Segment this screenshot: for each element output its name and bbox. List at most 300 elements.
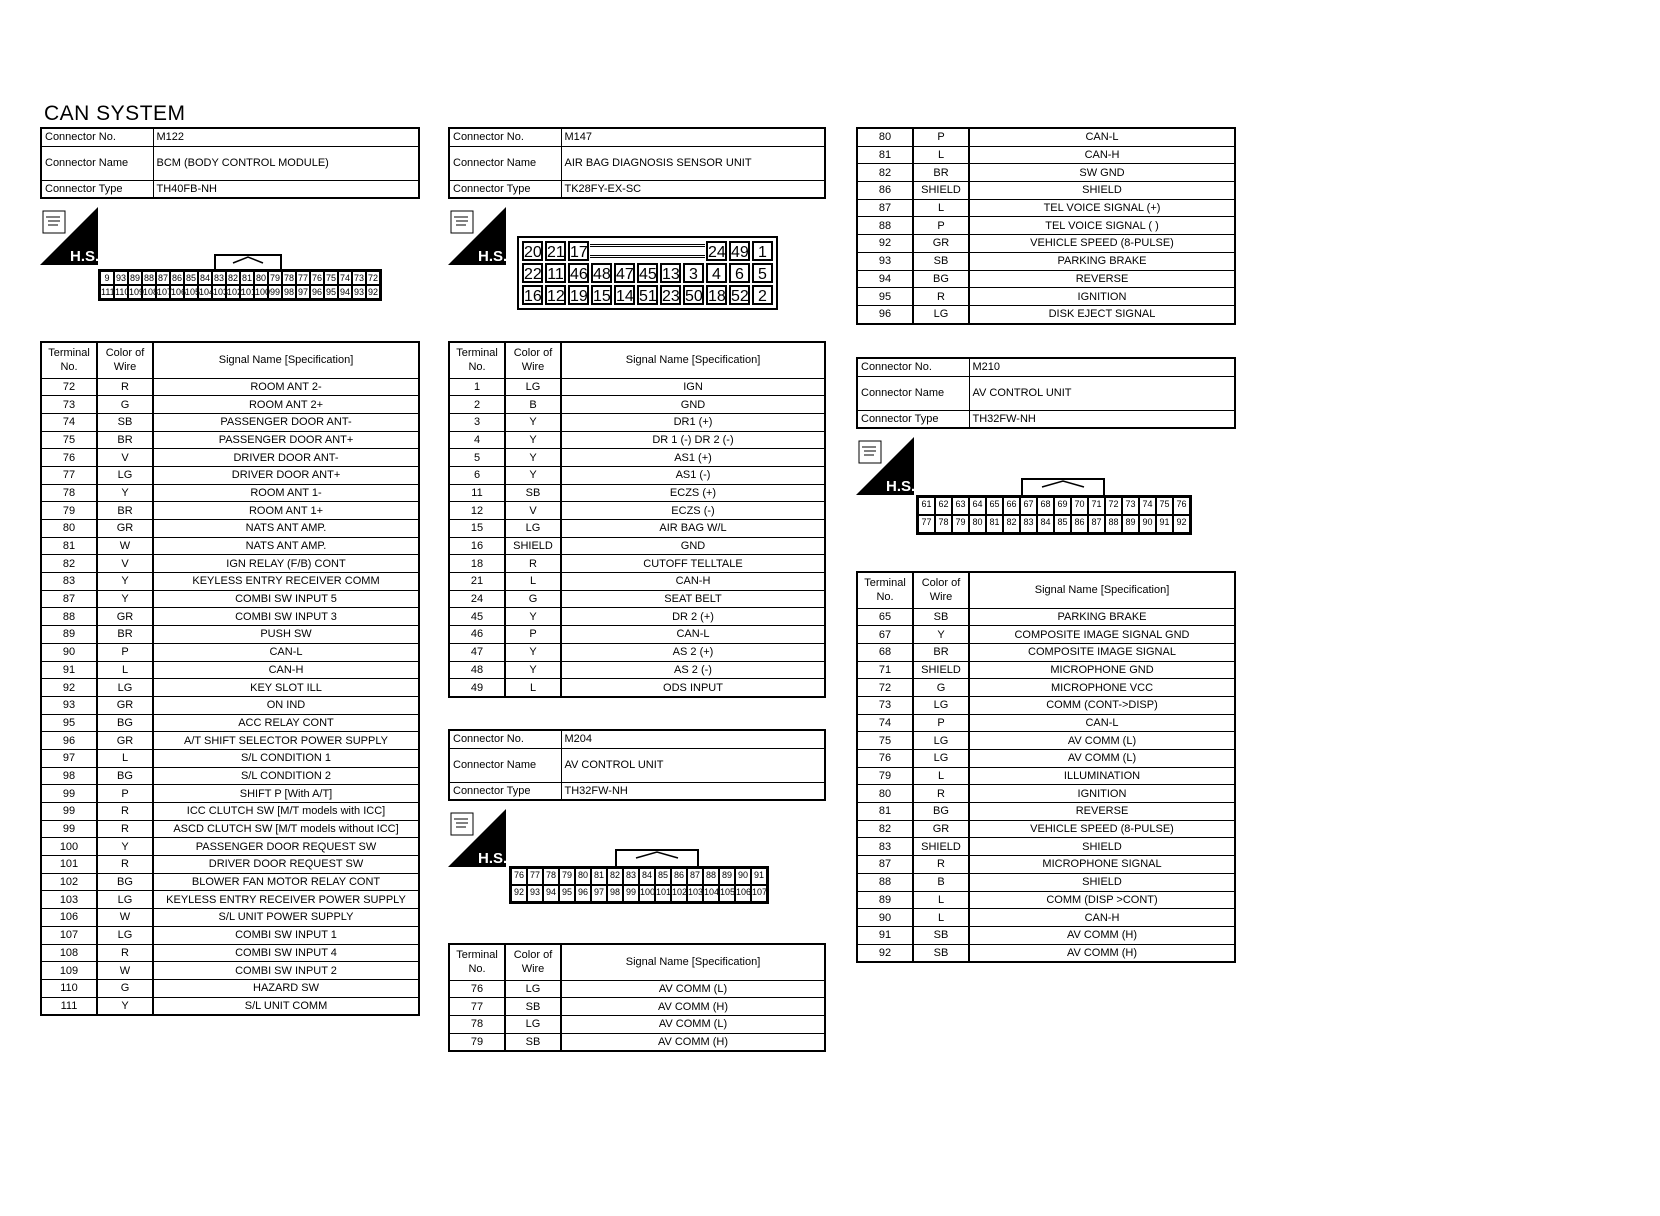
connector-latch (614, 848, 700, 868)
connector-pin: 79 (952, 515, 969, 533)
signal-name-cell: A/T SHIFT SELECTOR POWER SUPPLY (153, 732, 419, 750)
signal-name-header: Signal Name [Specification] (969, 572, 1235, 608)
connector-pin: 89 (719, 868, 735, 885)
signal-name-cell: IGNITION (969, 785, 1235, 803)
wire-color-cell: B (913, 873, 969, 891)
table-row (41, 926, 419, 944)
connector-pin: 92 (367, 287, 378, 297)
wire-color-cell: L (913, 146, 969, 164)
connector-pin: 80 (969, 515, 986, 533)
signal-name-cell: CAN-H (969, 909, 1235, 927)
color-of-wire-header: Color of Wire (913, 572, 969, 608)
table-row (857, 944, 1235, 962)
connector-pin: 103 (213, 287, 229, 297)
table-row (857, 626, 1235, 644)
connector-pin: 94 (543, 885, 559, 902)
table-row (41, 696, 419, 714)
table-row (41, 626, 419, 644)
connector-pin: 86 (671, 868, 687, 885)
signal-name-cell: GND (561, 396, 825, 414)
terminal-no-cell: 79 (41, 502, 97, 520)
terminal-no-cell: 77 (41, 466, 97, 484)
table-row (41, 856, 419, 874)
terminal-no-cell: 89 (857, 891, 913, 909)
wire-color-cell: Y (505, 431, 561, 449)
terminal-no-cell: 92 (857, 235, 913, 253)
table-row (857, 873, 1235, 891)
signal-name-cell: SHIFT P [With A/T] (153, 785, 419, 803)
connector-no-label: Connector No. (449, 128, 561, 146)
connector-pin: 22 (522, 263, 543, 283)
wire-color-cell: BG (97, 873, 153, 891)
table-row (449, 573, 825, 591)
wire-color-cell: G (913, 679, 969, 697)
wire-color-cell: V (97, 449, 153, 467)
connector-pin: 19 (568, 285, 589, 305)
connector-pin: 100 (255, 287, 271, 297)
signal-name-cell: ODS INPUT (561, 679, 825, 697)
wire-color-cell: R (97, 378, 153, 396)
signal-name-cell: AV COMM (L) (561, 980, 825, 998)
wire-color-cell: L (505, 573, 561, 591)
connector-pin: 63 (952, 497, 969, 515)
table-row (41, 962, 419, 980)
connector-pin: 78 (543, 868, 559, 885)
wire-color-cell: SHIELD (505, 537, 561, 555)
connector-pin: 67 (1020, 497, 1037, 515)
connector-pin: 13 (660, 263, 681, 283)
terminal-no-cell: 75 (41, 431, 97, 449)
wire-color-cell: B (505, 396, 561, 414)
wire-color-cell: BG (97, 714, 153, 732)
connector-pin: 69 (1054, 497, 1071, 515)
table-row (449, 484, 825, 502)
connector-pin: 108 (143, 287, 159, 297)
hs-icon (448, 207, 506, 265)
table-row (857, 643, 1235, 661)
connector-type-label: Connector Type (449, 180, 561, 198)
terminal-no-cell: 83 (857, 838, 913, 856)
terminal-no-cell: 80 (857, 785, 913, 803)
terminal-no-cell: 24 (449, 590, 505, 608)
terminal-no-cell: 49 (449, 679, 505, 697)
connector-pin: 77 (297, 273, 308, 283)
connector-pin: 92 (511, 885, 527, 902)
terminal-no-cell: 72 (41, 378, 97, 396)
terminal-no-cell: 75 (857, 732, 913, 750)
signal-name-cell: NATS ANT AMP. (153, 537, 419, 555)
connector-type-value: TH40FB-NH (153, 180, 419, 198)
m204-connector-face (509, 866, 769, 904)
connector-pin: 80 (575, 868, 591, 885)
connector-pin: 87 (157, 273, 168, 283)
connector-pin: 85 (185, 273, 196, 283)
signal-name-cell: ACC RELAY CONT (153, 714, 419, 732)
connector-no-value: M147 (561, 128, 825, 146)
wire-color-cell: LG (505, 980, 561, 998)
connector-pin: 62 (935, 497, 952, 515)
wire-color-cell: P (913, 217, 969, 235)
terminal-no-cell: 71 (857, 661, 913, 679)
table-row (41, 466, 419, 484)
table-row (857, 270, 1235, 288)
terminal-no-cell: 92 (41, 679, 97, 697)
table-row (41, 396, 419, 414)
table-row (857, 305, 1235, 323)
terminal-no-cell: 12 (449, 502, 505, 520)
connector-pin: 85 (655, 868, 671, 885)
connector-pin: 74 (339, 273, 350, 283)
connector-pin: 5 (752, 263, 773, 283)
table-row (41, 979, 419, 997)
terminal-no-cell: 76 (41, 449, 97, 467)
connector-pin: 101 (655, 885, 671, 902)
table-row (857, 750, 1235, 768)
wire-color-cell: LG (505, 520, 561, 538)
connector-pin: 93 (527, 885, 543, 902)
signal-name-cell: HAZARD SW (153, 979, 419, 997)
connector-pin: 89 (129, 273, 140, 283)
connector-pin: 75 (1156, 497, 1173, 515)
connector-pin (590, 244, 613, 258)
signal-name-header: Signal Name [Specification] (561, 944, 825, 980)
table-row (449, 449, 825, 467)
connector-pin: 85 (1054, 515, 1071, 533)
connector-pin: 88 (703, 868, 719, 885)
wire-color-cell: BG (913, 270, 969, 288)
signal-name-cell: AV COMM (L) (561, 1015, 825, 1033)
table-row (41, 484, 419, 502)
terminal-no-header: Terminal No. (41, 342, 97, 378)
wire-color-cell: W (97, 909, 153, 927)
wire-color-cell: G (505, 590, 561, 608)
hs-icon (856, 437, 914, 495)
connector-latch (1020, 477, 1106, 497)
wire-color-cell: LG (505, 1015, 561, 1033)
table-row (41, 873, 419, 891)
wire-color-cell: P (913, 128, 969, 146)
wire-color-cell: SHIELD (913, 838, 969, 856)
connector-pin: 100 (639, 885, 655, 902)
signal-name-cell: MICROPHONE VCC (969, 679, 1235, 697)
connector-name-value: AV CONTROL UNIT (561, 748, 825, 782)
connector-pin: 84 (199, 273, 210, 283)
terminal-no-cell: 102 (41, 873, 97, 891)
connector-pin: 102 (671, 885, 687, 902)
terminal-no-cell: 48 (449, 661, 505, 679)
table-row (857, 767, 1235, 785)
terminal-no-cell: 99 (41, 803, 97, 821)
connector-pin: 91 (1156, 515, 1173, 533)
wire-color-cell: SB (913, 944, 969, 962)
connector-pin: 98 (283, 287, 294, 297)
connector-pin: 81 (241, 273, 252, 283)
signal-name-cell: COMBI SW INPUT 3 (153, 608, 419, 626)
table-row (449, 1033, 825, 1051)
table-row (449, 502, 825, 520)
connector-pin: 71 (1088, 497, 1105, 515)
signal-name-cell: COMBI SW INPUT 1 (153, 926, 419, 944)
connector-type-label: Connector Type (857, 410, 969, 428)
wire-color-cell: GR (97, 732, 153, 750)
wire-color-cell: BR (913, 643, 969, 661)
table-row (857, 199, 1235, 217)
terminal-no-cell: 47 (449, 643, 505, 661)
terminal-no-cell: 77 (449, 998, 505, 1016)
connector-pin: 97 (591, 885, 607, 902)
wire-color-cell: L (505, 679, 561, 697)
signal-name-cell: SEAT BELT (561, 590, 825, 608)
table-row (857, 891, 1235, 909)
terminal-no-cell: 110 (41, 979, 97, 997)
signal-name-cell: PUSH SW (153, 626, 419, 644)
terminal-no-header: Terminal No. (449, 944, 505, 980)
connector-pin: 16 (522, 285, 543, 305)
wire-color-cell: V (505, 502, 561, 520)
wire-color-cell: LG (505, 378, 561, 396)
signal-name-cell: AS1 (+) (561, 449, 825, 467)
m204-continued-table (856, 127, 1236, 325)
terminal-no-cell: 108 (41, 944, 97, 962)
svg-text:H.S.: H.S. (70, 248, 100, 265)
terminal-no-cell: 65 (857, 608, 913, 626)
table-row (41, 608, 419, 626)
connector-pin: 46 (568, 263, 589, 283)
connector-pin: 83 (1020, 515, 1037, 533)
signal-name-cell: AV COMM (H) (561, 1033, 825, 1051)
color-of-wire-header: Color of Wire (97, 342, 153, 378)
signal-name-cell: ROOM ANT 1+ (153, 502, 419, 520)
connector-pin: 78 (283, 273, 294, 283)
table-row (449, 590, 825, 608)
connector-name-value: AV CONTROL UNIT (969, 376, 1235, 410)
table-row (857, 714, 1235, 732)
signal-name-cell: ECZS (-) (561, 502, 825, 520)
wire-color-cell: Y (97, 838, 153, 856)
connector-pin (636, 244, 659, 258)
terminal-no-cell: 74 (41, 413, 97, 431)
signal-name-cell: ROOM ANT 2+ (153, 396, 419, 414)
connector-pin: 70 (1071, 497, 1088, 515)
connector-pin: 12 (545, 285, 566, 305)
table-row (449, 413, 825, 431)
terminal-no-cell: 111 (41, 997, 97, 1015)
m210-connector-face (916, 495, 1192, 535)
signal-name-cell: REVERSE (969, 270, 1235, 288)
wire-color-cell: LG (913, 305, 969, 323)
signal-name-cell: ICC CLUTCH SW [M/T models with ICC] (153, 803, 419, 821)
terminal-no-cell: 100 (41, 838, 97, 856)
wire-color-cell: GR (913, 235, 969, 253)
signal-name-cell: AV COMM (H) (561, 998, 825, 1016)
terminal-no-cell: 98 (41, 767, 97, 785)
connector-pin: 47 (614, 263, 635, 283)
terminal-no-cell: 76 (449, 980, 505, 998)
connector-pin: 82 (607, 868, 623, 885)
table-row (449, 431, 825, 449)
connector-pin: 2 (752, 285, 773, 305)
table-row (41, 502, 419, 520)
connector-pin: 21 (545, 241, 566, 261)
connector-pin: 45 (637, 263, 658, 283)
connector-name-label: Connector Name (41, 146, 153, 180)
table-row (41, 520, 419, 538)
connector-type-label: Connector Type (41, 180, 153, 198)
wire-color-cell: L (913, 199, 969, 217)
connector-pin: 20 (522, 241, 543, 261)
terminal-no-header: Terminal No. (857, 572, 913, 608)
signal-name-cell: ON IND (153, 696, 419, 714)
signal-name-cell: DR 1 (-) DR 2 (-) (561, 431, 825, 449)
wire-color-cell: GR (913, 820, 969, 838)
signal-name-cell: DRIVER DOOR ANT+ (153, 466, 419, 484)
terminal-no-cell: 11 (449, 484, 505, 502)
table-row (857, 732, 1235, 750)
table-row (41, 378, 419, 396)
terminal-no-cell: 78 (449, 1015, 505, 1033)
table-row (41, 749, 419, 767)
signal-name-cell: DISK EJECT SIGNAL (969, 305, 1235, 323)
terminal-no-cell: 82 (857, 164, 913, 182)
table-row (857, 235, 1235, 253)
signal-name-cell: GND (561, 537, 825, 555)
table-row (41, 431, 419, 449)
wire-color-cell: W (97, 537, 153, 555)
signal-name-cell: VEHICLE SPEED (8-PULSE) (969, 820, 1235, 838)
terminal-no-cell: 90 (857, 909, 913, 927)
signal-name-cell: DRIVER DOOR ANT- (153, 449, 419, 467)
table-row (857, 217, 1235, 235)
table-row (449, 679, 825, 697)
connector-pin: 102 (227, 287, 243, 297)
table-row (41, 413, 419, 431)
wire-color-cell: P (913, 714, 969, 732)
signal-name-cell: ASCD CLUTCH SW [M/T models without ICC] (153, 820, 419, 838)
connector-pin: 87 (687, 868, 703, 885)
wire-color-cell: L (913, 767, 969, 785)
wire-color-cell: W (97, 962, 153, 980)
signal-name-header: Signal Name [Specification] (153, 342, 419, 378)
hs-icon (448, 809, 506, 867)
connector-pin: 106 (171, 287, 187, 297)
connector-pin: 107 (751, 885, 767, 902)
connector-pin: 6 (729, 263, 750, 283)
signal-name-cell: CAN-L (561, 626, 825, 644)
table-row (41, 909, 419, 927)
signal-name-cell: KEYLESS ENTRY RECEIVER COMM (153, 573, 419, 591)
terminal-no-cell: 74 (857, 714, 913, 732)
terminal-no-cell: 21 (449, 573, 505, 591)
terminal-no-cell: 78 (41, 484, 97, 502)
signal-name-cell: DR 2 (+) (561, 608, 825, 626)
wire-color-cell: Y (505, 466, 561, 484)
terminal-no-cell: 95 (857, 288, 913, 306)
connector-pin: 74 (1139, 497, 1156, 515)
table-row (449, 608, 825, 626)
connector-pin: 50 (683, 285, 704, 305)
connector-pin: 96 (575, 885, 591, 902)
hs-icon (40, 207, 98, 265)
connector-pin: 95 (559, 885, 575, 902)
wire-color-cell: V (97, 555, 153, 573)
svg-text:H.S.: H.S. (478, 248, 508, 265)
signal-name-cell: S/L CONDITION 2 (153, 767, 419, 785)
table-row (449, 643, 825, 661)
connector-pin: 52 (729, 285, 750, 305)
connector-pin: 86 (171, 273, 182, 283)
connector-pin (613, 244, 636, 258)
signal-name-cell: CAN-H (969, 146, 1235, 164)
wire-color-cell: GR (97, 696, 153, 714)
terminal-no-cell: 95 (41, 714, 97, 732)
table-row (449, 626, 825, 644)
connector-pin: 93 (115, 273, 126, 283)
wire-color-cell: G (97, 396, 153, 414)
connector-pin: 17 (568, 241, 589, 261)
terminal-no-cell: 103 (41, 891, 97, 909)
wire-color-cell: LG (913, 750, 969, 768)
connector-pin: 97 (297, 287, 308, 297)
connector-pin: 87 (1088, 515, 1105, 533)
signal-name-cell: COMBI SW INPUT 5 (153, 590, 419, 608)
connector-name-label: Connector Name (449, 748, 561, 782)
table-row (41, 537, 419, 555)
table-row (41, 714, 419, 732)
signal-name-cell: SW GND (969, 164, 1235, 182)
wire-color-cell: L (97, 749, 153, 767)
terminal-no-cell: 76 (857, 750, 913, 768)
m147-connector-face (517, 236, 778, 310)
connector-pin: 73 (1122, 497, 1139, 515)
connector-pin: 109 (129, 287, 145, 297)
terminal-no-cell: 88 (41, 608, 97, 626)
connector-pin: 23 (660, 285, 681, 305)
table-row (857, 288, 1235, 306)
connector-pin: 48 (591, 263, 612, 283)
wire-color-cell: LG (913, 696, 969, 714)
terminal-no-cell: 81 (857, 803, 913, 821)
connector-no-label: Connector No. (41, 128, 153, 146)
table-row (857, 146, 1235, 164)
wire-color-cell: GR (97, 608, 153, 626)
wire-color-cell: R (913, 856, 969, 874)
wire-color-cell: R (97, 944, 153, 962)
wire-color-cell: LG (97, 466, 153, 484)
connector-name-value: BCM (BODY CONTROL MODULE) (153, 146, 419, 180)
signal-name-cell: CAN-L (969, 128, 1235, 146)
table-row (41, 803, 419, 821)
wire-color-cell: P (97, 785, 153, 803)
connector-pin: 72 (367, 273, 378, 283)
connector-pin: 65 (986, 497, 1003, 515)
terminal-no-cell: 68 (857, 643, 913, 661)
connector-name-label: Connector Name (449, 146, 561, 180)
connector-pin: 94 (339, 287, 350, 297)
signal-name-cell: COMBI SW INPUT 2 (153, 962, 419, 980)
signal-name-cell: AV COMM (H) (969, 944, 1235, 962)
table-row (449, 1015, 825, 1033)
connector-name-label: Connector Name (857, 376, 969, 410)
wire-color-cell: BG (97, 767, 153, 785)
connector-pin: 66 (1003, 497, 1020, 515)
connector-pin: 77 (527, 868, 543, 885)
terminal-no-cell: 1 (449, 378, 505, 396)
connector-pin: 49 (729, 241, 750, 261)
signal-name-cell: AS 2 (-) (561, 661, 825, 679)
connector-pin: 105 (719, 885, 735, 902)
terminal-no-cell: 79 (857, 767, 913, 785)
table-row (449, 980, 825, 998)
